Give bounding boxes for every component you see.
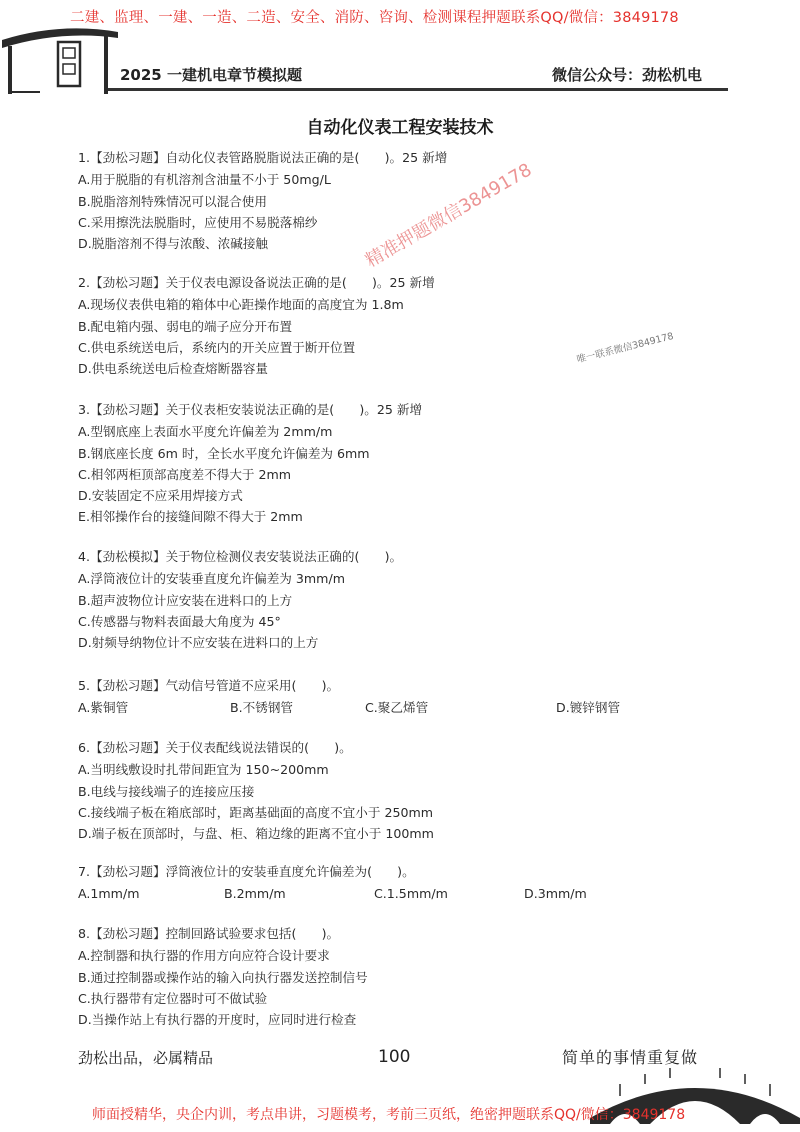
question-7 [78, 861, 718, 904]
option: D.安装固定不应采用焊接方式 [78, 488, 243, 504]
option: C.执行器带有定位器时可不做试验 [78, 990, 268, 1006]
option: A.浮筒液位计的安装垂直度允许偏差为 3mm/m [78, 571, 345, 587]
header-wechat: 微信公众号：劲松机电 [552, 66, 703, 84]
option: D.3mm/m [524, 886, 587, 902]
option: B.超声波物位计应安装在进料口的上方 [78, 592, 293, 608]
option: D.镀锌钢管 [556, 700, 621, 716]
small-watermark: 唯一联系微信3849178 [575, 330, 675, 366]
option: D.射频导纳物位计不应安装在进料口的上方 [78, 635, 319, 651]
option-row [78, 883, 718, 904]
header-rule [108, 88, 728, 91]
bottom-banner: 师面授精华，央企内训，考点串讲，习题模考，考前三页纸，绝密押题联系QQ/微信：3849178 [92, 1107, 686, 1123]
option: A.型钢底座上表面水平度允许偏差为 2mm/m [78, 424, 333, 440]
question-3 [78, 399, 718, 528]
footer-slogan-right: 简单的事情重复做 [562, 1048, 699, 1067]
option: B.脱脂溶剂特殊情况可以混合使用 [78, 193, 267, 209]
option: B.配电箱内强、弱电的端子应分开布置 [78, 318, 293, 334]
question-4 [78, 546, 718, 653]
question-stem: 6.【劲松习题】关于仪表配线说法错误的( )。 [78, 740, 352, 755]
option: A.1mm/m [78, 886, 140, 902]
option: E.相邻操作台的接缝间隙不得大于 2mm [78, 509, 303, 525]
footer-slogan-left: 劲松出品，必属精品 [78, 1049, 214, 1067]
option: D.脱脂溶剂不得与浓酸、浓碱接触 [78, 236, 269, 252]
question-stem: 1.【劲松习题】自动化仪表管路脱脂说法正确的是( )。25 新增 [78, 150, 448, 165]
option: B.通过控制器或操作站的输入向执行器发送控制信号 [78, 969, 368, 985]
option: C.相邻两柜顶部高度差不得大于 2mm [78, 466, 292, 482]
option: C.传感器与物料表面最大角度为 45° [78, 613, 281, 629]
document-title: 自动化仪表工程安装技术 [306, 118, 494, 138]
option: A.当明线敷设时扎带间距宜为 150~200mm [78, 762, 329, 778]
option: C.聚乙烯管 [365, 700, 429, 716]
option: C.接线端子板在箱底部时，距离基础面的高度不宜小于 250mm [78, 804, 434, 820]
option: D.供电系统送电后检查熔断器容量 [78, 361, 269, 377]
option: B.电线与接线端子的连接应压接 [78, 783, 255, 799]
top-banner: 二建、监理、一建、一造、二造、安全、消防、咨询、检测课程押题联系QQ/微信：3849178 [70, 10, 679, 26]
header-title: 2025 一建机电章节模拟题 [120, 66, 302, 84]
option: A.紫铜管 [78, 700, 129, 716]
watermark: 精准押题微信3849178 [362, 159, 536, 272]
option: A.用于脱脂的有机溶剂含油量不小于 50mg/L [78, 172, 331, 188]
question-8 [78, 923, 718, 1030]
question-stem: 3.【劲松习题】关于仪表柜安装说法正确的是( )。25 新增 [78, 402, 423, 417]
question-stem: 5.【劲松习题】气动信号管道不应采用( )。 [78, 678, 340, 693]
option: C.1.5mm/m [374, 886, 448, 902]
option: B.不锈钢管 [230, 700, 294, 716]
question-stem: 4.【劲松模拟】关于物位检测仪表安装说法正确的( )。 [78, 549, 403, 564]
option: B.钢底座长度 6m 时，全长水平度允许偏差为 6mm [78, 445, 370, 461]
option: B.2mm/m [224, 886, 286, 902]
option: A.现场仪表供电箱的箱体中心距操作地面的高度宜为 1.8m [78, 297, 404, 313]
option: D.端子板在顶部时，与盘、柜、箱边缘的距离不宜小于 100mm [78, 826, 434, 842]
question-stem: 7.【劲松习题】浮筒液位计的安装垂直度允许偏差为( )。 [78, 864, 415, 879]
option-row [78, 697, 718, 718]
question-stem: 2.【劲松习题】关于仪表电源设备说法正确的是( )。25 新增 [78, 275, 435, 290]
option: D.当操作站上有执行器的开度时，应同时进行检查 [78, 1012, 357, 1028]
option: C.供电系统送电后，系统内的开关应置于断开位置 [78, 339, 356, 355]
option: A.控制器和执行器的作用方向应符合设计要求 [78, 948, 330, 964]
question-2 [78, 272, 718, 379]
option: C.采用擦洗法脱脂时，应使用不易脱落棉纱 [78, 214, 318, 230]
page-number: 100 [378, 1047, 411, 1067]
question-stem: 8.【劲松习题】控制回路试验要求包括( )。 [78, 926, 340, 941]
question-5 [78, 675, 718, 718]
question-6 [78, 737, 718, 844]
